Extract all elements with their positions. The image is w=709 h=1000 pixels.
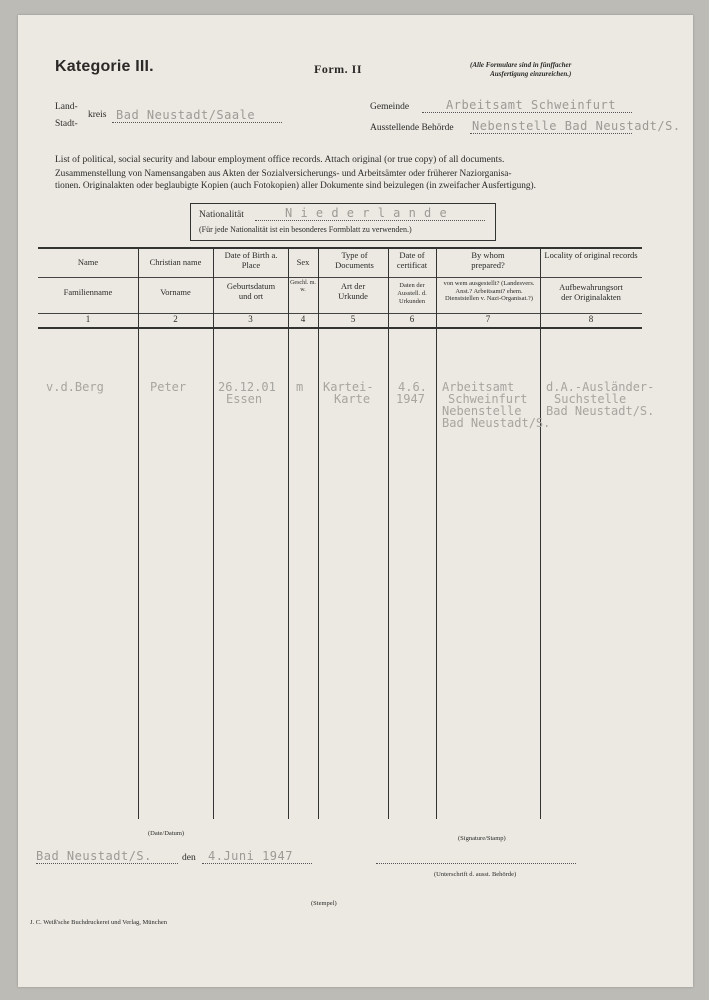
- table-number-rule: [38, 327, 642, 329]
- col-divider-2: [213, 247, 214, 819]
- copies-note-line2: Ausfertigung einzureichen.): [490, 70, 572, 78]
- gemeinde-field: [422, 99, 632, 113]
- kreis-label: kreis: [88, 110, 107, 120]
- col2-de: Vorname: [160, 287, 191, 297]
- col-divider-4: [318, 247, 319, 819]
- form-sheet: [18, 15, 693, 987]
- col-divider-3: [288, 247, 289, 819]
- col7-en: By whom prepared?: [471, 250, 505, 270]
- signature-line: [376, 853, 576, 864]
- entry-birth-date: 26.12.01: [218, 380, 276, 394]
- entry-by-whom-3: Nebenstelle: [442, 404, 522, 418]
- place-field: [36, 851, 178, 864]
- table-mid-rule: [38, 277, 642, 278]
- nationality-box: [190, 203, 496, 241]
- date-label: (Date/Datum): [148, 830, 185, 837]
- category-title: Kategorie III.: [55, 58, 154, 75]
- col5-number: 5: [350, 314, 356, 324]
- col8-en: Locality of original records: [544, 250, 638, 260]
- nationality-note: (Für jede Nationalität ist ein besonderes Formblatt zu verwenden.): [199, 225, 412, 234]
- entry-birth-place: Essen: [226, 392, 263, 406]
- gemeinde-label: Gemeinde: [370, 102, 410, 112]
- unterschrift-label: (Unterschrift d. ausst. Behörde): [434, 871, 517, 878]
- land-label: Land-: [55, 102, 78, 112]
- col5-en: Type of Documents: [335, 250, 374, 270]
- col6-de: Daten der Ausstell. d. Urkunden: [397, 282, 427, 305]
- col-divider-5: [388, 247, 389, 819]
- behoerde-value: Nebenstelle Bad Neustadt/S.: [472, 119, 681, 133]
- place-value: Bad Neustadt/S.: [36, 849, 152, 863]
- date-value: 4.Juni 1947: [208, 849, 293, 863]
- entry-locality-1: d.A.-Ausländer-: [546, 380, 655, 394]
- kreis-value: Bad Neustadt/Saale: [116, 108, 256, 122]
- col-divider-7: [540, 247, 541, 819]
- table-top-rule: [38, 247, 642, 249]
- entry-doc-type-2: Karte: [334, 392, 371, 406]
- entry-date-2: 1947: [396, 392, 425, 406]
- entry-by-whom-2: Schweinfurt: [448, 392, 528, 406]
- form-number: Form. II: [314, 62, 362, 76]
- col3-de: Geburtsdatum und ort: [226, 281, 276, 301]
- entry-doc-type-1: Kartei-: [323, 380, 374, 394]
- col3-number: 3: [248, 314, 253, 324]
- col1-de: Familienname: [63, 287, 113, 297]
- col3-en: Date of Birth a. Place: [224, 250, 278, 270]
- records-table: [38, 247, 655, 819]
- den-label: den: [182, 853, 196, 863]
- col5-de: Art der Urkunde: [338, 281, 368, 301]
- nationality-label: Nationalität: [199, 210, 244, 220]
- col7-number: 7: [485, 314, 491, 324]
- stadt-label: Stadt-: [55, 119, 78, 129]
- intro-german-line2: tionen. Originalakten oder beglaubigte Kopien (auch Fotokopien) aller Dokumente sind beizulegen (in zweifacher Ausfertigung).: [55, 181, 536, 191]
- printer-imprint: J. C. Weiß'sche Buchdruckerei und Verlag, München: [30, 919, 168, 926]
- kreis-field: [112, 108, 282, 123]
- behoerde-field: [470, 119, 681, 134]
- date-field: [202, 851, 312, 864]
- entry-christian-name: Peter: [150, 380, 187, 394]
- entry-sex: m: [296, 380, 304, 394]
- col4-en: Sex: [296, 257, 310, 267]
- entry-by-whom-1: Arbeitsamt: [442, 380, 515, 394]
- col8-number: 8: [588, 314, 594, 324]
- behoerde-label: Ausstellende Behörde: [370, 123, 454, 133]
- intro-german-line1: Zusammenstellung von Namensangaben aus Akten der Sozialversicherungs- und Arbeitsämter oder früherer Naziorganisa-: [55, 169, 512, 179]
- col-divider-1: [138, 247, 139, 819]
- col6-en: Date of certificat: [396, 250, 428, 270]
- gemeinde-value: Arbeitsamt Schweinfurt: [446, 98, 616, 112]
- col6-number: 6: [409, 314, 415, 324]
- col8-de: Aufbewahrungsort der Originalakten: [559, 282, 623, 302]
- col4-number: 4: [300, 314, 306, 324]
- signature-label: (Signature/Stamp): [458, 835, 506, 842]
- col-divider-6: [436, 247, 437, 819]
- copies-note-line1: (Alle Formulare sind in fünffacher: [470, 61, 572, 69]
- col7-de: von wem ausgestellt? (Landesvers. Anst.? Arbeitsamt? ehem. Dienststellen v. Nazi-Organisat.?): [443, 280, 535, 302]
- stempel-label: (Stempel): [311, 900, 337, 907]
- col4-de: Geschl. m. w.: [290, 280, 316, 293]
- entry-name: v.d.Berg: [46, 380, 104, 394]
- copies-note: [470, 61, 571, 79]
- entry-date-1: 4.6.: [398, 380, 427, 394]
- nationality-value: N i e d e r l a n d e: [285, 206, 448, 220]
- entry-locality-2: Suchstelle: [554, 392, 627, 406]
- col2-en: Christian name: [149, 257, 202, 267]
- col1-en: Name: [77, 257, 99, 267]
- intro-english: List of political, social security and labour employment office records. Attach original (or true copy) of all documents.: [55, 155, 505, 165]
- entry-by-whom-4: Bad Neustadt/S.: [442, 416, 551, 430]
- col1-number: 1: [85, 314, 91, 324]
- entry-locality-3: Bad Neustadt/S.: [546, 404, 655, 418]
- col2-number: 2: [173, 314, 178, 324]
